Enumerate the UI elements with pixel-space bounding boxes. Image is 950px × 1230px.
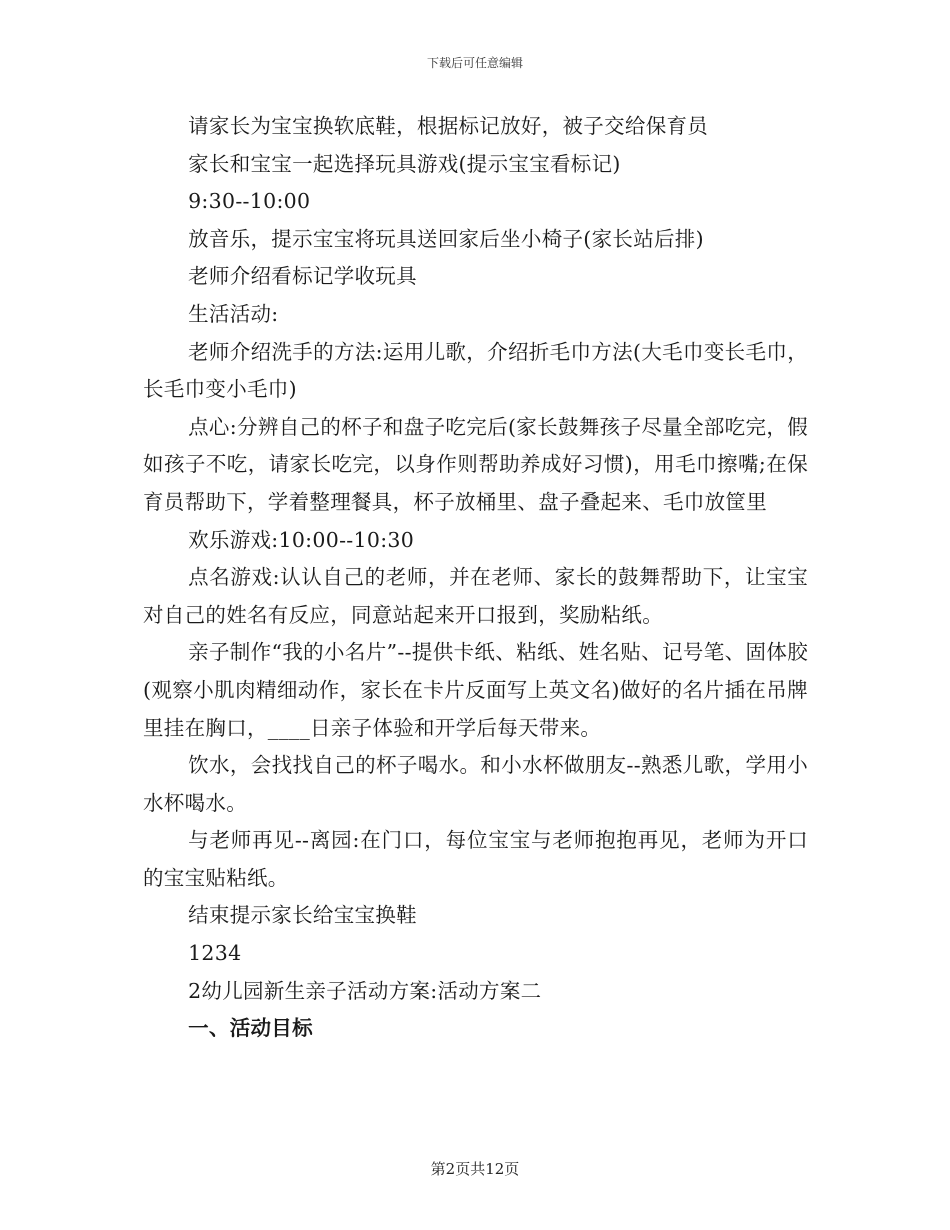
section-heading-goals: 一、活动目标 — [188, 1016, 313, 1041]
paragraph-choose-toys: 家长和宝宝一起选择玩具游戏(提示宝宝看标记) — [188, 151, 621, 176]
paragraph-life-activity: 生活活动: — [188, 301, 279, 326]
paragraph-hand-washing: 老师介绍洗手的方法:运用儿歌，介绍折毛巾方法(大毛巾变长毛巾，长毛巾变小毛巾) — [143, 339, 808, 402]
paragraph-change-shoes: 请家长为宝宝换软底鞋，根据标记放好，被子交给保育员 — [188, 114, 709, 138]
paragraph-goodbye: 与老师再见--离园:在门口，每位宝宝与老师抱抱再见，老师为开口的宝宝贴粘纸。 — [143, 828, 808, 890]
page-header: 下载后可任意编辑 — [426, 56, 523, 70]
paragraph-happy-game: 欢乐游戏:10:00--10:30 — [188, 527, 415, 552]
paragraph-collect-toys: 老师介绍看标记学收玩具 — [188, 264, 417, 289]
paragraph-number: 1234 — [188, 941, 242, 966]
paragraph-plan-two: 2幼儿园新生亲子活动方案:活动方案二 — [188, 978, 542, 1003]
document-body — [143, 108, 808, 1048]
paragraph-time-930: 9:30--10:00 — [188, 189, 311, 214]
page-footer: 第2页共12页 — [430, 1160, 520, 1178]
paragraph-drink-water: 饮水，会找找自己的杯子喝水。和小水杯做朋友--熟悉儿歌，学用小水杯喝水。 — [143, 753, 808, 815]
paragraph-roll-call: 点名游戏:认认自己的老师，并在老师、家长的鼓舞帮助下，让宝宝对自己的姓名有反应，同意站起来开口报到，奖励粘纸。 — [143, 565, 808, 627]
paragraph-change-shoes-end: 结束提示家长给宝宝换鞋 — [188, 903, 417, 928]
paragraph-music: 放音乐，提示宝宝将玩具送回家后坐小椅子(家长站后排) — [188, 226, 704, 251]
paragraph-name-card: 亲子制作“我的小名片”--提供卡纸、粘纸、姓名贴、记号笔、固体胶(观察小肌肉精细动作，家长在卡片反面写上英文名)做好的名片插在吊牌里挂在胸口，____日亲子体验和开学后每天带来。 — [143, 640, 808, 740]
paragraph-snack: 点心:分辨自己的杯子和盘子吃完后(家长鼓舞孩子尽量全部吃完，假如孩子不吃，请家长吃完，以身作则帮助养成好习惯)，用毛巾擦嘴;在保育员帮助下，学着整理餐具，杯子放桶里、盘子叠起来、毛巾放筐里 — [143, 414, 808, 514]
